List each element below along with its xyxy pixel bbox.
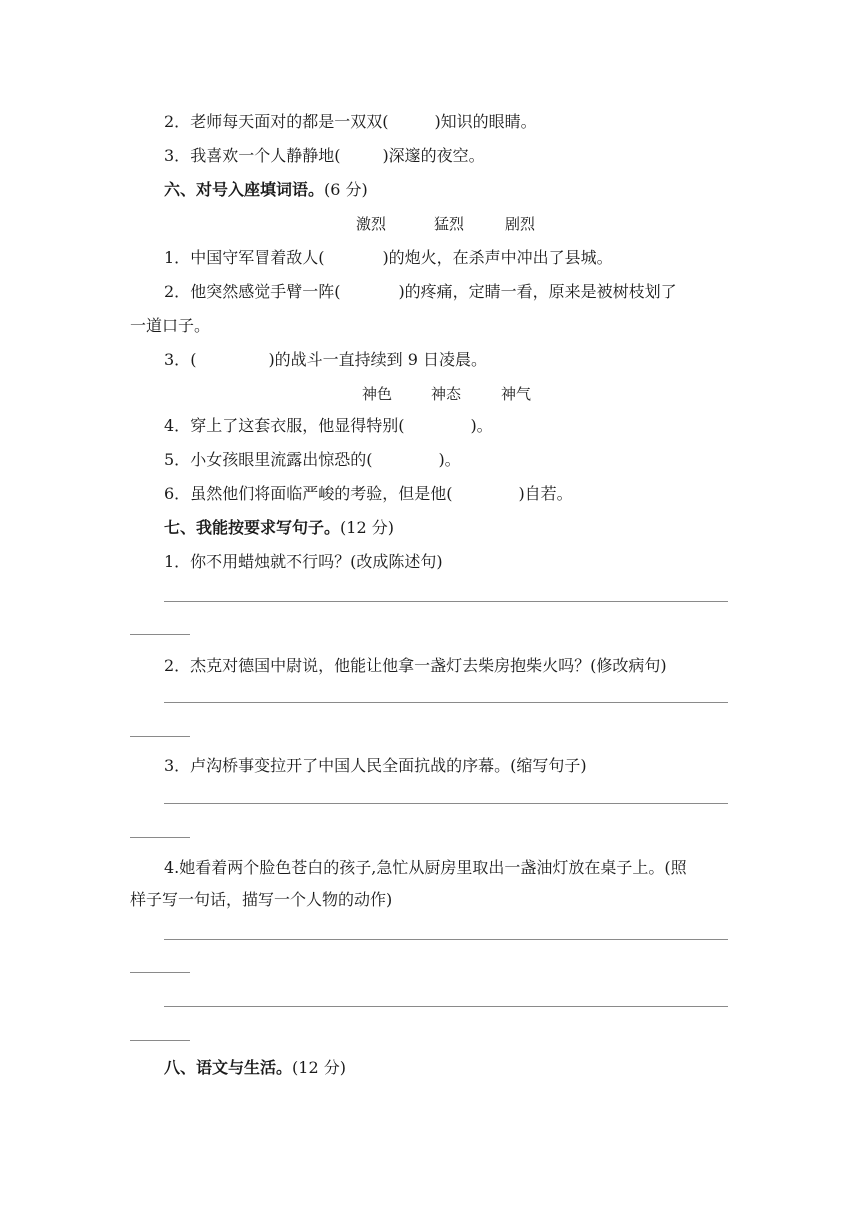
- section-title: 八、语文与生活。: [164, 1058, 293, 1077]
- section-8-heading: [164, 1056, 346, 1080]
- sec7-q3: 3．卢沟桥事变拉开了中国人民全面抗战的序幕。(缩写句子): [164, 756, 587, 775]
- word-choice: 神气: [501, 385, 532, 403]
- sec6-q5: [164, 448, 461, 472]
- sec7-q1: 1．你不用蜡烛就不行吗？(改成陈述句): [164, 552, 443, 571]
- answer-line[interactable]: [164, 702, 728, 703]
- question-number: 4．: [164, 416, 191, 435]
- answer-line-end[interactable]: [130, 736, 190, 737]
- section-title: 六、对号入座填词语。: [164, 180, 325, 199]
- answer-line[interactable]: [164, 1006, 728, 1007]
- answer-line-end[interactable]: [130, 837, 190, 838]
- sec6-q2-continuation: 一道口子。: [130, 316, 211, 335]
- question-text: )自若。: [518, 484, 573, 503]
- question-number: 2．: [164, 282, 191, 301]
- question-text: 虽然他们将面临严峻的考验，但是他(: [190, 484, 453, 503]
- section-title: 七、我能按要求写句子。: [164, 518, 341, 537]
- sec6-q1: [164, 246, 613, 270]
- question-text: 老师每天面对的都是一双双(: [190, 112, 389, 131]
- sec6-q6: [164, 482, 573, 506]
- section-points: (12 分): [340, 518, 394, 537]
- word-choice: 神态: [431, 385, 462, 403]
- question-text: 我喜欢一个人静静地(: [190, 146, 341, 165]
- answer-line[interactable]: [164, 939, 728, 940]
- word-choice: 猛烈: [434, 215, 465, 233]
- question-text: )的炮火，在杀声中冲出了县城。: [382, 248, 613, 267]
- answer-line-end[interactable]: [130, 972, 190, 973]
- section-points: (6 分): [324, 180, 368, 199]
- answer-line[interactable]: [164, 601, 728, 602]
- sec6-q4: [164, 414, 493, 438]
- question-text: (: [190, 350, 197, 369]
- sec6-q3: [164, 348, 487, 372]
- question-number: 1．: [164, 248, 191, 267]
- question-number: 5．: [164, 450, 191, 469]
- question-text: )。: [438, 450, 461, 469]
- sec5-q3: [164, 144, 485, 168]
- sec5-q2: [164, 110, 537, 134]
- question-text: 小女孩眼里流露出惊恐的(: [190, 450, 373, 469]
- question-text: 穿上了这套衣服，他显得特别(: [190, 416, 405, 435]
- question-text: )的战斗一直持续到 9 日凌晨。: [268, 350, 488, 369]
- sec7-q4-line2: 样子写一句话，描写一个人物的动作): [130, 890, 393, 909]
- question-text: )的疼痛，定睛一看，原来是被树枝划了: [398, 282, 677, 301]
- question-text: 他突然感觉手臂一阵(: [190, 282, 341, 301]
- answer-line[interactable]: [164, 803, 728, 804]
- sec7-q4-line1: 4.她看着两个脸色苍白的孩子,急忙从厨房里取出一盏油灯放在桌子上。(照: [164, 858, 687, 877]
- question-number: 2．: [164, 112, 191, 131]
- answer-line-end[interactable]: [130, 1040, 190, 1041]
- answer-line-end[interactable]: [130, 634, 190, 635]
- question-number: 3．: [164, 146, 191, 165]
- question-text: )知识的眼睛。: [434, 112, 537, 131]
- sec7-q2: 2．杰克对德国中尉说，他能让他拿一盏灯去柴房抱柴火吗？(修改病句): [164, 656, 667, 675]
- sec6-q2: [164, 280, 677, 304]
- word-choice: 神色: [362, 385, 393, 403]
- section-points: (12 分): [292, 1058, 346, 1077]
- word-choice: 激烈: [356, 215, 387, 233]
- question-text: )。: [470, 416, 493, 435]
- word-choice: 剧烈: [505, 215, 536, 233]
- section-6-heading: [164, 178, 368, 202]
- question-text: 中国守军冒着敌人(: [190, 248, 325, 267]
- question-number: 3．: [164, 350, 191, 369]
- section-7-heading: [164, 516, 394, 540]
- question-number: 6．: [164, 484, 191, 503]
- question-text: )深邃的夜空。: [382, 146, 485, 165]
